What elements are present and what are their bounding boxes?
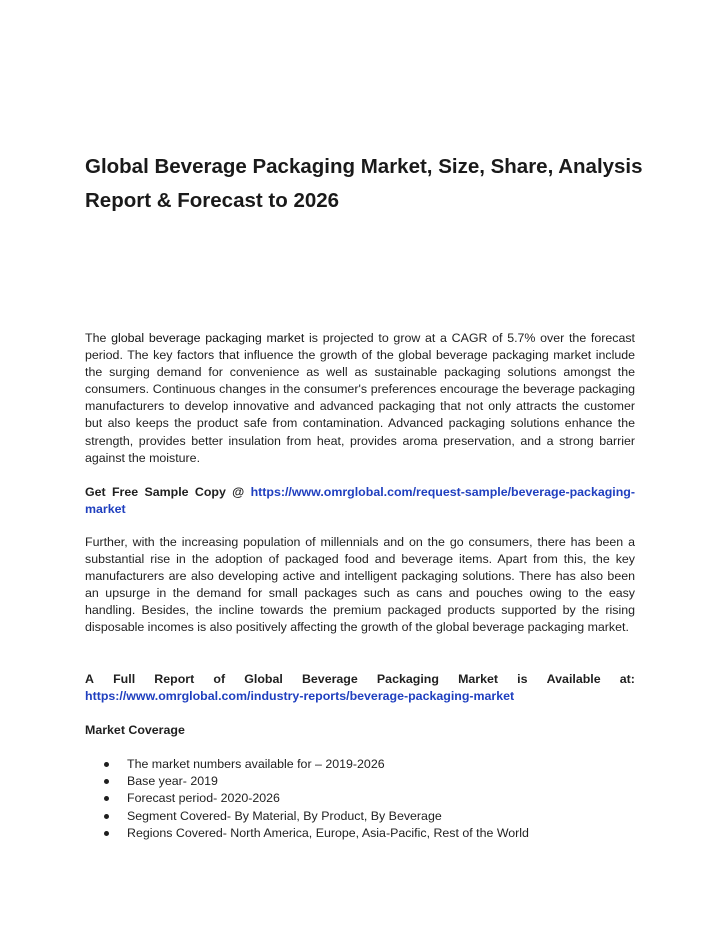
full-report-word: Market (458, 672, 499, 686)
full-report-word: A (85, 672, 94, 686)
full-report-word: at: (619, 672, 635, 686)
list-item (103, 773, 633, 790)
intro-paragraph (85, 330, 635, 467)
full-report-word: of (213, 672, 226, 686)
page-title (85, 150, 645, 218)
full-report-paragraph (85, 671, 635, 705)
full-report-word: is (517, 672, 528, 686)
full-report-word: Full (113, 672, 136, 686)
market-coverage-heading: Market Coverage (85, 723, 185, 737)
sample-copy-link[interactable]: https://www.omrglobal.com/request-sample/beverage-packaging-market (85, 485, 635, 517)
title-line-2: Report & Forecast to 2026 (85, 189, 340, 212)
full-report-link[interactable]: https://www.omrglobal.com/industry-reports/beverage-packaging-market (85, 689, 515, 704)
list-item-text: Base year- 2019 (127, 774, 218, 789)
full-report-label (85, 671, 635, 688)
full-report-word: Available (546, 672, 601, 686)
bullet-icon (104, 814, 109, 819)
list-item-text: Regions Covered- North America, Europe, Asia-Pacific, Rest of the World (127, 825, 529, 840)
intro-prefix: The (85, 331, 112, 345)
market-coverage-list (103, 756, 633, 842)
list-item-text: The market numbers available for – 2019-2026 (127, 757, 385, 771)
sample-copy-label: Get Free Sample Copy @ (85, 485, 251, 499)
bullet-icon (104, 831, 109, 836)
full-report-word: Global (244, 672, 283, 686)
list-item-text: Forecast period- 2020-2026 (127, 791, 280, 806)
sample-copy-paragraph (85, 484, 635, 518)
full-report-word: Report (154, 672, 195, 686)
list-item (103, 756, 633, 773)
intro-term: global beverage packaging market (111, 331, 305, 345)
list-item (103, 808, 633, 825)
bullet-icon (104, 762, 109, 767)
full-report-word: Packaging (376, 672, 439, 686)
bullet-icon (104, 796, 109, 801)
bullet-icon (104, 779, 109, 784)
further-paragraph: Further, with the increasing population of millennials and on the go consumers, there has been a substantial rise in the adoption of packaged food and beverage items. Apart from this, the key manufacturers are also developing active and intelligent packaging solutions. There has also been an upsurge in the demand for small packages such as cans and pouches owing to the easy handling. Besides, the incline towards the premium packaged products supported by the rising disposable incomes is also positively affecting the growth of the global beverage packaging market. (85, 535, 635, 635)
full-report-word: Beverage (301, 672, 358, 686)
title-line-1: Global Beverage Packaging Market, Size, Share, Analysis (85, 155, 643, 178)
list-item (103, 790, 633, 807)
list-item (103, 825, 633, 842)
intro-rest: is projected to grow at a CAGR of 5.7% over the forecast period. The key factors that influence the growth of the global beverage packaging market include the surging demand for convenience as well as sustainable packaging solutions amongst the consumers. Continuous changes in the consumer's preferences encourage the beverage packaging manufacturers to develop innovative and advanced packaging that not only attracts the customer but also keeps the product safe from contamination. Advanced packaging solutions enhance the strength, provides better insulation from heat, provides aroma preservation, and a strong barrier against the moisture. (85, 331, 635, 465)
list-item-text: Segment Covered- By Material, By Product, By Beverage (127, 808, 442, 823)
